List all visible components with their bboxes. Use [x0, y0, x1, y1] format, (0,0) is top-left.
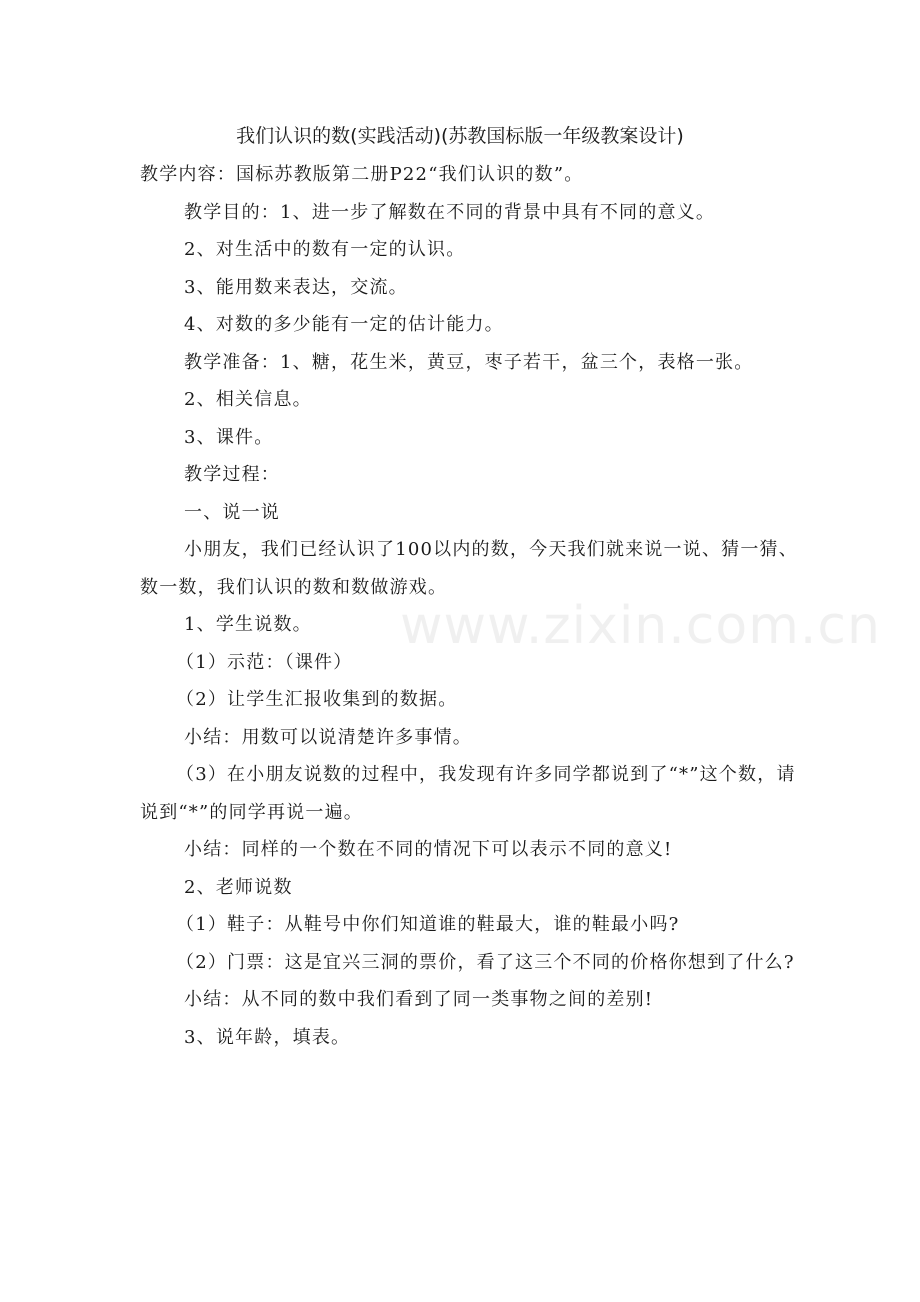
paragraph-step-1-1: （1）示范：（课件） [176, 651, 353, 673]
paragraph-intro: 小朋友，我们已经认识了100以内的数，今天我们就来说一说、猜一猜、数一数，我们认识的数和数做游戏。 [140, 539, 798, 598]
paragraph-step-1-3: （3）在小朋友说数的过程中，我发现有许多同学都说到了“*”这个数，请说到“*”的同学再说一遍。 [140, 764, 796, 823]
paragraph-summary-1: 小结：用数可以说清楚许多事情。 [184, 726, 472, 748]
paragraph-teaching-content: 教学内容：国标苏教版第二册P22“我们认识的数”。 [140, 164, 584, 185]
paragraph-summary-3: 小结：从不同的数中我们看到了同一类事物之间的差别! [184, 989, 654, 1010]
paragraph-process-heading: 教学过程： [184, 464, 280, 485]
paragraph-goal-3: 3、能用数来表达，交流。 [184, 276, 408, 298]
paragraph-section-1-heading: 一、说一说 [184, 501, 280, 523]
paragraph-teaching-goal: 教学目的：1、进一步了解数在不同的背景中具有不同的意义。 [184, 201, 716, 223]
document-title: 我们认识的数(实践活动)(苏教国标版一年级教案设计) [236, 125, 684, 147]
paragraph-prep-3: 3、课件。 [184, 426, 274, 448]
paragraph-goal-4: 4、对数的多少能有一定的估计能力。 [184, 314, 504, 335]
paragraph-preparation: 教学准备：1、糖，花生米，黄豆，枣子若干，盆三个，表格一张。 [184, 351, 754, 373]
paragraph-step-1: 1、学生说数。 [184, 614, 312, 635]
watermark-text: www.zixin.com.cn [400, 596, 881, 656]
paragraph-prep-2: 2、相关信息。 [184, 389, 312, 410]
paragraph-step-1-2: （2）让学生汇报收集到的数据。 [176, 689, 458, 710]
paragraph-summary-2: 小结：同样的一个数在不同的情况下可以表示不同的意义! [184, 839, 673, 860]
document-body [140, 156, 800, 1056]
paragraph-step-2-2: （2）门票：这是宜兴三洞的票价，看了这三个不同的价格你想到了什么? [176, 951, 795, 973]
paragraph-goal-2: 2、对生活中的数有一定的认识。 [184, 239, 466, 260]
paragraph-step-2-1: （1）鞋子：从鞋号中你们知道谁的鞋最大，谁的鞋最小吗? [176, 914, 680, 935]
paragraph-step-2: 2、老师说数 [184, 876, 293, 898]
paragraph-step-3: 3、说年龄，填表。 [184, 1026, 351, 1048]
